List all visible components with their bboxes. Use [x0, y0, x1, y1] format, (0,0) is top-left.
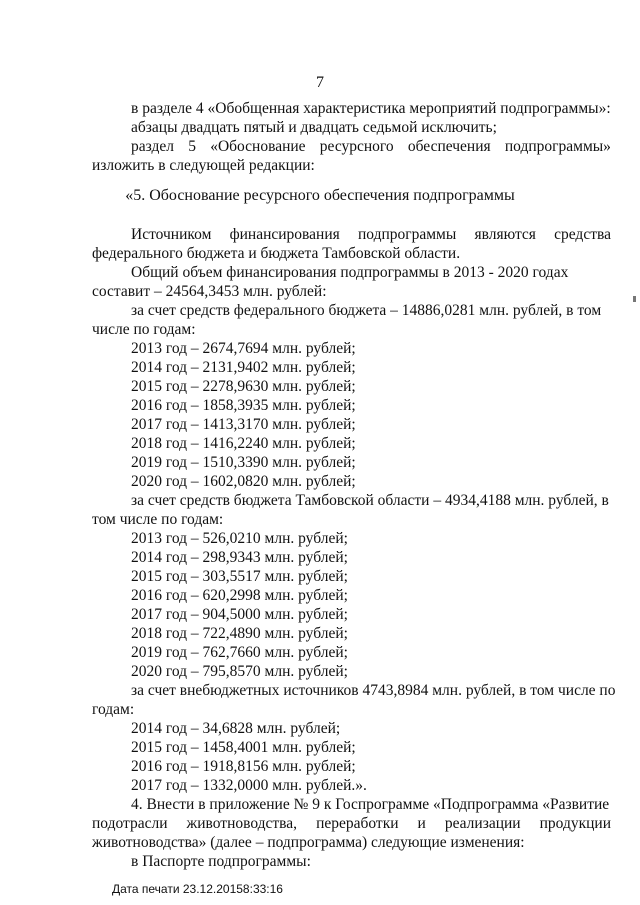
extra-year-item: 2015 год – 1458,4001 млн. рублей;: [131, 739, 356, 756]
federal-year-item: 2016 год – 1858,3935 млн. рублей;: [131, 397, 356, 414]
federal-year-item: 2017 год – 1413,3170 млн. рублей;: [131, 416, 356, 433]
word: средства: [554, 226, 611, 243]
word: 5: [188, 138, 196, 155]
item4-line: в Паспорте подпрограммы:: [131, 853, 311, 870]
word: переработки: [316, 815, 399, 832]
extra-year-item: 2017 год – 1332,0000 млн. рублей.».: [131, 777, 367, 794]
regional-year-item: 2015 год – 303,5517 млн. рублей;: [131, 568, 348, 585]
federal-year-item: 2014 год – 2131,9402 млн. рублей;: [131, 359, 356, 376]
federal-year-item: 2015 год – 2278,9630 млн. рублей;: [131, 378, 356, 395]
extra-line: за счет внебюджетных источников 4743,8984 млн. рублей, в том числе по: [131, 682, 616, 699]
intro-line: в разделе 4 «Обобщенная характеристика мероприятий подпрограммы»:: [131, 100, 611, 117]
item4-line: 4. Внести в приложение № 9 к Госпрограмме «Подпрограмма «Развитие: [131, 796, 610, 813]
sources-line-justified: [131, 226, 611, 244]
federal-year-item: 2018 год – 1416,2240 млн. рублей;: [131, 435, 356, 452]
extra-year-item: 2016 год – 1918,8156 млн. рублей;: [131, 758, 356, 775]
word: реализации: [444, 815, 521, 832]
word: раздел: [131, 138, 174, 155]
word: являются: [474, 226, 536, 243]
intro-line: абзацы двадцать пятый и двадцать седьмой исключить;: [131, 119, 497, 136]
scan-mark: [633, 296, 636, 302]
federal-year-item: 2020 год – 1602,0820 млн. рублей;: [131, 473, 356, 490]
regional-line: том числе по годам:: [92, 511, 224, 528]
word: животноводства,: [186, 815, 298, 832]
sources-line: федерального бюджета и бюджета Тамбовской области.: [92, 245, 461, 262]
regional-line: за счет средств бюджета Тамбовской области – 4934,4188 млн. рублей, в: [131, 492, 609, 509]
intro-line-justified: [131, 138, 611, 156]
item4-line-justified: [92, 815, 611, 833]
word: «Обоснование: [210, 138, 306, 155]
regional-year-item: 2017 год – 904,5000 млн. рублей;: [131, 606, 348, 623]
print-date-footer: Дата печати 23.12.20158:33:16: [112, 882, 283, 896]
intro-line: изложить в следующей редакции:: [92, 157, 315, 174]
word: подпрограммы»: [504, 138, 611, 155]
extra-line: годам:: [92, 701, 135, 718]
total-line: Общий объем финансирования подпрограммы в 2013 - 2020 годах: [131, 264, 569, 281]
federal-year-item: 2019 год – 1510,3390 млн. рублей;: [131, 454, 356, 471]
federal-year-item: 2013 год – 2674,7694 млн. рублей;: [131, 340, 356, 357]
regional-year-item: 2019 год – 762,7660 млн. рублей;: [131, 644, 348, 661]
regional-year-item: 2016 год – 620,2998 млн. рублей;: [131, 587, 348, 604]
page-number: 7: [316, 74, 324, 91]
total-line: составит – 24564,3453 млн. рублей:: [92, 283, 327, 300]
regional-year-item: 2018 год – 722,4890 млн. рублей;: [131, 625, 348, 642]
item4-line: животноводства» (далее – подпрограмма) следующие изменения:: [92, 834, 525, 851]
extra-year-item: 2014 год – 34,6828 млн. рублей;: [131, 720, 341, 737]
word: Источником: [131, 226, 212, 243]
word: и: [417, 815, 426, 832]
federal-line: числе по годам:: [92, 321, 196, 338]
regional-year-item: 2014 год – 298,9343 млн. рублей;: [131, 549, 348, 566]
word: продукции: [539, 815, 611, 832]
word: обеспечения: [407, 138, 491, 155]
regional-year-item: 2013 год – 526,0210 млн. рублей;: [131, 530, 348, 547]
federal-line: за счет средств федерального бюджета – 14886,0281 млн. рублей, в том: [131, 302, 602, 319]
word: подотрасли: [92, 815, 168, 832]
word: ресурсного: [319, 138, 394, 155]
regional-year-item: 2020 год – 795,8570 млн. рублей;: [131, 663, 348, 680]
section-heading: «5. Обоснование ресурсного обеспечения подпрограммы: [125, 187, 515, 204]
word: финансирования: [229, 226, 340, 243]
word: подпрограммы: [357, 226, 457, 243]
